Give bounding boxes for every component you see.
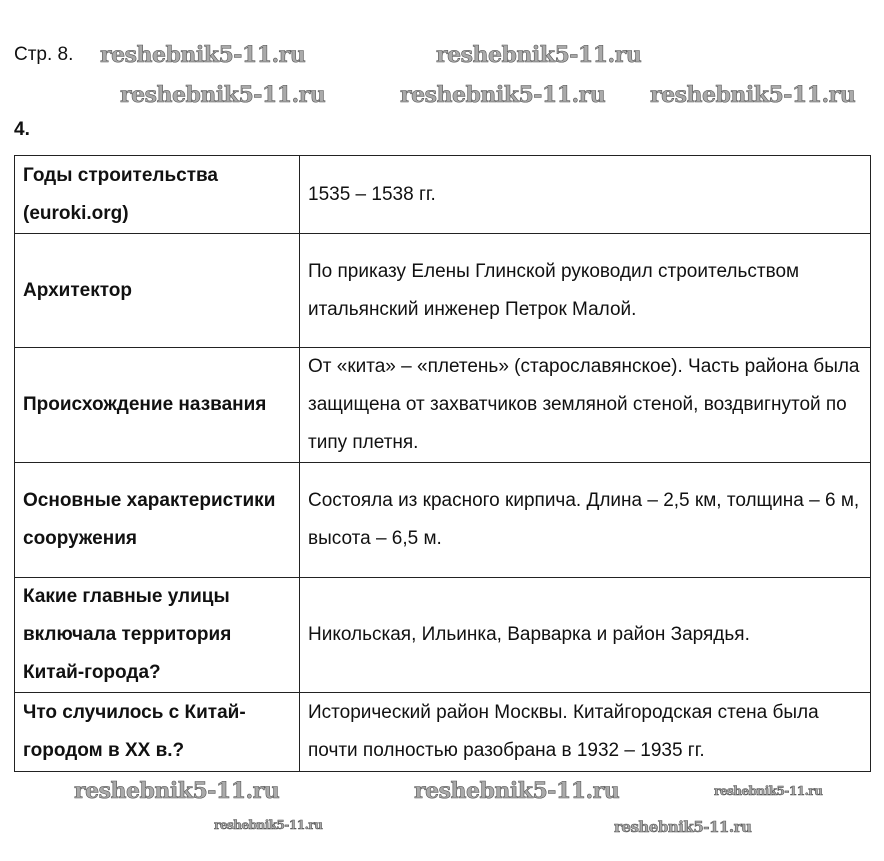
table-row (15, 156, 871, 234)
row-value: 1535 – 1538 гг. (300, 156, 871, 234)
row-key: Происхождение названия (15, 348, 300, 463)
watermark: reshebnik5-11.ru (100, 42, 306, 68)
row-key: Основные характеристики сооружения (15, 463, 300, 578)
row-key: Годы строительства (euroki.org) (15, 156, 300, 234)
row-key: Архитектор (15, 234, 300, 348)
row-key: Что случилось с Китай-городом в XX в.? (15, 693, 300, 772)
table-row (15, 234, 871, 348)
row-value: Состояла из красного кирпича. Длина – 2,5 км, толщина – 6 м, высота – 6,5 м. (300, 463, 871, 578)
row-value: Исторический район Москвы. Китайгородская стена была почти полностью разобрана в 1932 – 1935 гг. (300, 693, 871, 772)
watermark: reshebnik5-11.ru (74, 778, 280, 804)
watermark: reshebnik5-11.ru (120, 82, 326, 108)
watermark: reshebnik5-11.ru (614, 818, 752, 836)
watermark: reshebnik5-11.ru (436, 42, 642, 68)
page-reference: Стр. 8. (14, 44, 74, 65)
answer-table (14, 155, 871, 772)
row-value: От «кита» – «плетень» (старославянское). Часть района была защищена от захватчиков земляной стеной, воздвигнутой по типу плетня. (300, 348, 871, 463)
table-row (15, 463, 871, 578)
watermark: reshebnik5-11.ru (400, 82, 606, 108)
main-content (14, 155, 871, 858)
table-row (15, 693, 871, 772)
watermark-area (14, 778, 871, 858)
watermark: reshebnik5-11.ru (714, 784, 823, 798)
row-value: По приказу Елены Глинской руководил строительством итальянский инженер Петрок Малой. (300, 234, 871, 348)
watermark: reshebnik5-11.ru (650, 82, 856, 108)
table-row (15, 578, 871, 693)
row-value: Никольская, Ильинка, Варварка и район Зарядья. (300, 578, 871, 693)
row-key: Какие главные улицы включала территория Китай-города? (15, 578, 300, 693)
task-number: 4. (14, 119, 30, 140)
watermark: reshebnik5-11.ru (214, 818, 323, 832)
watermark: reshebnik5-11.ru (414, 778, 620, 804)
table-row (15, 348, 871, 463)
